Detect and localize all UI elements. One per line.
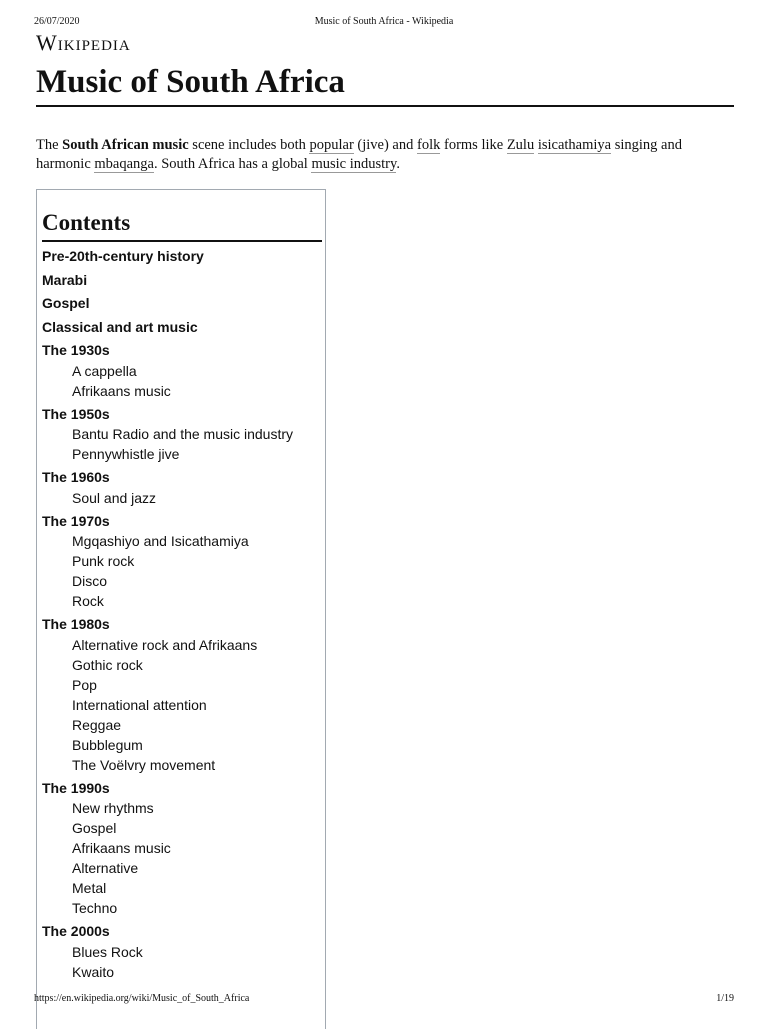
print-date: 26/07/2020 — [34, 16, 80, 27]
toc-subitem[interactable]: International attention — [72, 696, 207, 713]
intro-text: The — [36, 137, 63, 153]
toc-subitem[interactable]: Pop — [72, 676, 97, 693]
toc-section — [42, 318, 322, 338]
toc-item[interactable]: Marabi — [42, 271, 88, 288]
page-title: Music of South Africa — [36, 64, 345, 100]
toc-subitem[interactable]: Blues Rock — [72, 943, 143, 960]
link-isicathamiya[interactable]: isicathamiya — [537, 137, 612, 153]
toc-subitem[interactable]: Pennywhistle jive — [72, 446, 180, 462]
link-popular[interactable]: popular — [309, 137, 354, 153]
toc-subitem[interactable]: Gothic rock — [72, 656, 143, 673]
toc-item[interactable]: Classical and art music — [42, 318, 198, 335]
link-zulu[interactable]: Zulu — [506, 137, 535, 153]
toc-subitem[interactable]: Mgqashiyo and Isicathamiya — [72, 533, 249, 549]
intro-text: (jive) and — [353, 137, 417, 153]
toc-subitem[interactable]: Alternative — [72, 860, 139, 876]
toc-subitem[interactable]: Afrikaans music — [72, 382, 171, 399]
wikipedia-logo[interactable] — [36, 30, 131, 56]
intro-bold-term: South African music — [62, 137, 189, 153]
toc-item[interactable]: The 2000s — [42, 923, 110, 939]
toc-subitem[interactable]: Bubblegum — [72, 736, 143, 753]
toc-section — [42, 512, 322, 612]
footer-url: https://en.wikipedia.org/wiki/Music_of_South_Africa — [34, 993, 250, 1004]
toc-section — [42, 341, 322, 401]
link-mbaqanga[interactable]: mbaqanga — [94, 156, 154, 172]
toc-section — [42, 294, 322, 314]
intro-text: scene includes both — [188, 137, 310, 153]
toc-divider — [42, 240, 322, 242]
toc-section — [42, 922, 322, 982]
toc-subitem[interactable]: Kwaito — [72, 963, 115, 980]
toc-subitem[interactable]: Metal — [72, 880, 107, 896]
toc-section — [42, 271, 322, 291]
toc-subitem[interactable]: Techno — [72, 900, 118, 916]
table-of-contents — [36, 189, 326, 1029]
toc-subitem[interactable]: The Voëlvry movement — [72, 756, 216, 773]
toc-subitem[interactable]: Alternative rock and Afrikaans — [72, 636, 258, 653]
footer-page-number: 1/19 — [716, 993, 734, 1004]
toc-subitem[interactable]: Rock — [72, 593, 104, 609]
link-folk[interactable]: folk — [417, 137, 441, 153]
toc-section — [42, 779, 322, 919]
toc-section — [42, 405, 322, 465]
intro-text: singing and harmonic — [36, 137, 682, 172]
toc-subitem[interactable]: Soul and jazz — [72, 489, 157, 506]
toc-item[interactable]: The 1990s — [42, 779, 110, 796]
toc-section — [42, 247, 322, 267]
toc-item[interactable]: The 1980s — [42, 616, 110, 632]
toc-section — [42, 615, 322, 775]
toc-section — [42, 468, 322, 508]
print-tab-title: Music of South Africa - Wikipedia — [314, 16, 454, 27]
intro-text: forms like — [440, 137, 507, 153]
link-music-industry[interactable]: music industry — [311, 156, 397, 172]
toc-subitem[interactable]: Afrikaans music — [72, 840, 171, 856]
intro-text: . — [396, 156, 400, 172]
toc-item[interactable]: The 1970s — [42, 512, 110, 529]
toc-item[interactable]: Pre-20th-century history — [42, 248, 204, 264]
toc-item[interactable]: The 1960s — [42, 469, 110, 485]
intro-text: . South Africa has a global — [153, 156, 312, 172]
title-divider — [36, 105, 734, 107]
toc-item[interactable]: The 1930s — [42, 342, 110, 358]
wikipedia-logo-text: Wikipedia — [36, 30, 131, 55]
toc-subitem[interactable]: A cappella — [72, 362, 137, 379]
intro-paragraph — [36, 136, 736, 174]
toc-subitem[interactable]: Disco — [72, 573, 108, 589]
toc-subitem[interactable]: Reggae — [72, 716, 122, 733]
toc-subitem[interactable]: New rhythms — [72, 800, 154, 816]
toc-item[interactable]: Gospel — [42, 295, 90, 311]
toc-subitem[interactable]: Gospel — [72, 820, 117, 836]
toc-heading: Contents — [42, 210, 131, 235]
toc-item[interactable]: The 1950s — [42, 405, 110, 422]
toc-subitem[interactable]: Bantu Radio and the music industry — [72, 426, 294, 442]
toc-list — [42, 247, 322, 986]
toc-subitem[interactable]: Punk rock — [72, 553, 135, 569]
